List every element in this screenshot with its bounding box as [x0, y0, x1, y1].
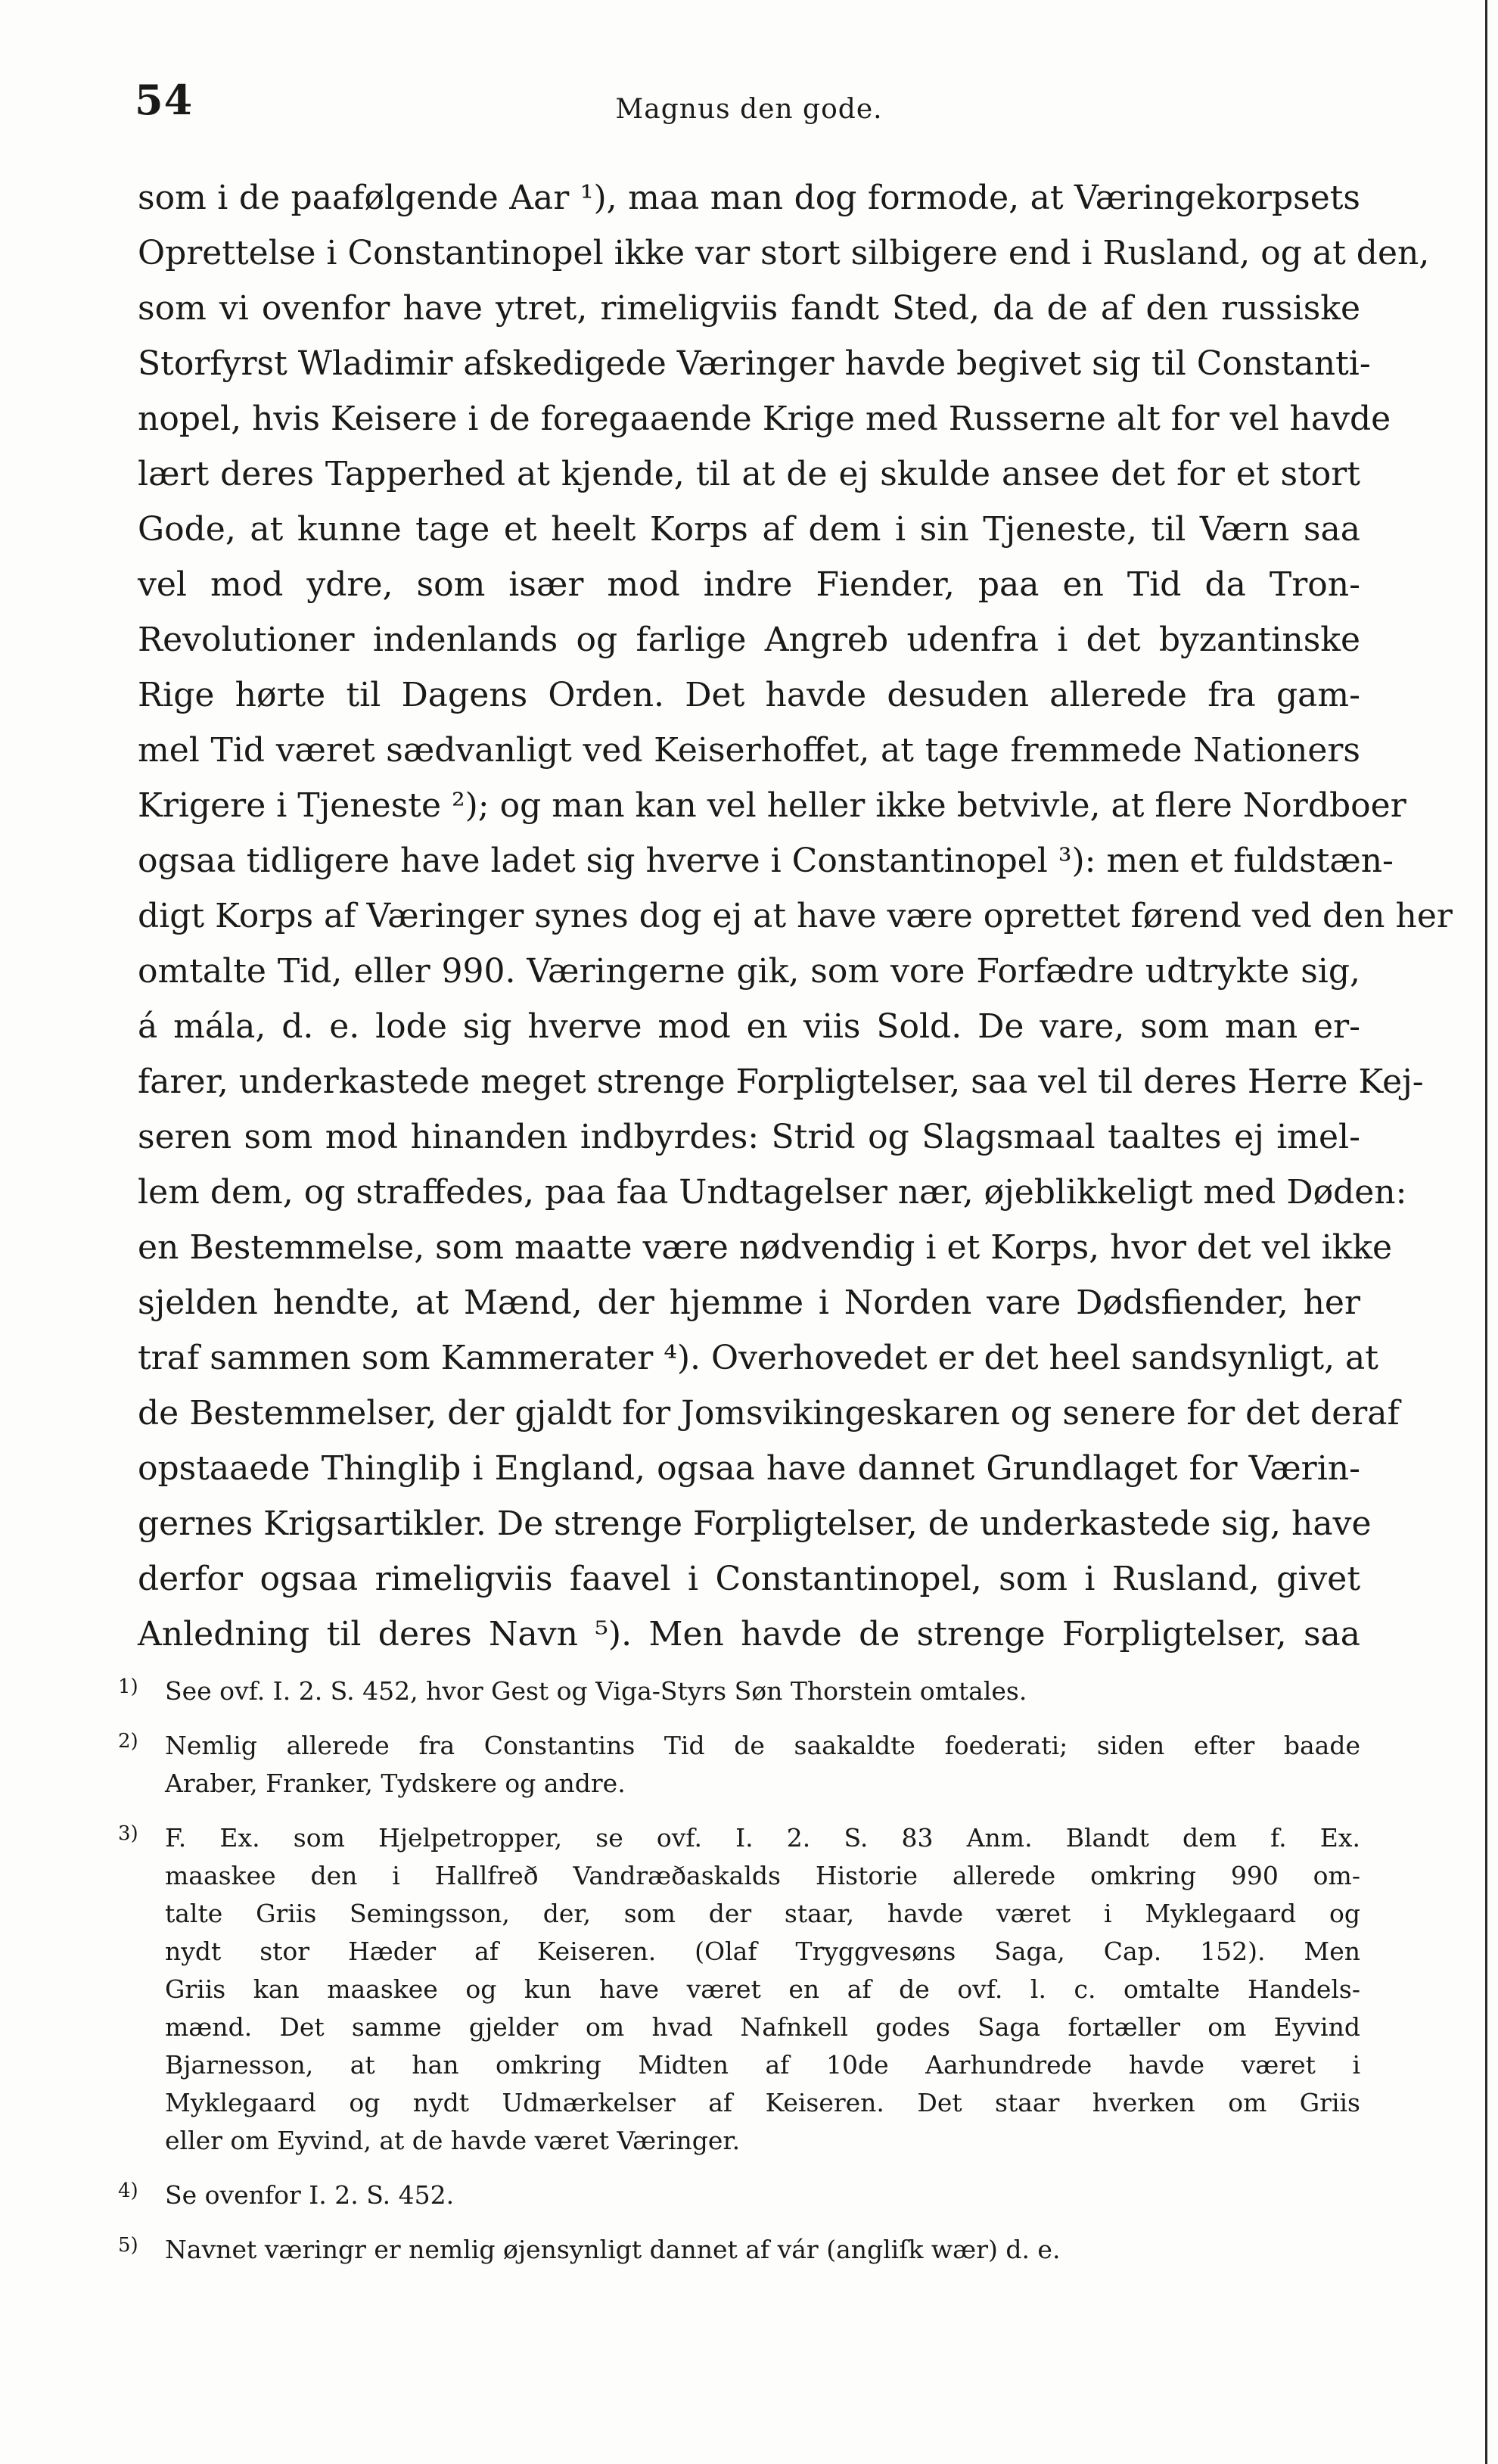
- footnote-marker: 2): [118, 1730, 138, 1753]
- footnote-line: [165, 2122, 1360, 2160]
- body-line: Anledning til deres Navn ⁵). Men havde de strenge Forpligtelser, saa: [138, 1615, 1360, 1654]
- footnote-line: [118, 1672, 1360, 1710]
- footnote-line: [165, 1895, 1360, 1933]
- footnotes: [118, 1672, 1360, 2285]
- body-line: Revolutioner indenlands og farlige Angreb udenfra i det byzantinske: [138, 621, 1360, 659]
- footnote-text: Griis kan maaskee og kun have været en af de ovf. l. c. omtalte Handels-: [165, 1974, 1360, 2004]
- body-line: Oprettelse i Constantinopel ikke var stort silbigere end i Rusland, og at den,: [138, 234, 1430, 272]
- footnote: [118, 1672, 1360, 1710]
- body-line: Krigere i Tjeneste ²); og man kan vel heller ikke betvivle, at flere Nordboer: [138, 786, 1406, 825]
- body-line: Storfyrst Wladimir afskedigede Væringer havde begivet sig til Constanti-: [138, 344, 1371, 383]
- body-line: nopel, hvis Keisere i de foregaaende Krige med Russerne alt for vel havde: [138, 400, 1391, 438]
- body-line: traf sammen som Kammerater ⁴). Overhovedet er det heel sandsynligt, at: [138, 1339, 1378, 1377]
- body-line: omtalte Tid, eller 990. Væringerne gik, som vore Forfædre udtrykte sig,: [138, 952, 1360, 991]
- body-line: lem dem, og straffedes, paa faa Undtagelser nær, øjeblikkeligt med Døden:: [138, 1173, 1407, 1212]
- body-line: Gode, at kunne tage et heelt Korps af dem i sin Tjeneste, til Værn saa: [138, 510, 1360, 549]
- footnote-text: talte Griis Semingsson, der, som der staar, havde været i Myklegaard og: [165, 1899, 1360, 1928]
- footnote-line: [165, 2084, 1360, 2122]
- footnote: [118, 2231, 1360, 2269]
- footnote-text: eller om Eyvind, at de havde været Væringer.: [165, 2126, 741, 2155]
- footnote-marker: 4): [118, 2179, 138, 2202]
- footnote-marker: 3): [118, 1822, 138, 1845]
- footnote-text: See ovf. I. 2. S. 452, hvor Gest og Viga-Styrs Søn Thorstein omtales.: [165, 1676, 1027, 1706]
- body-line: en Bestemmelse, som maatte være nødvendig i et Korps, hvor det vel ikke: [138, 1228, 1393, 1267]
- page-edge-line: [1485, 0, 1487, 2464]
- footnote-line: [165, 1971, 1360, 2008]
- footnote-text: Navnet væringr er nemlig øjensynligt dannet af vár (angliſk wær) d. e.: [165, 2235, 1061, 2264]
- body-line: á mála, d. e. lode sig hverve mod en viis Sold. De vare, som man er-: [138, 1007, 1360, 1046]
- body-line: mel Tid været sædvanligt ved Keiserhoffet, at tage fremmede Nationers: [138, 731, 1360, 770]
- footnote-line: [118, 1727, 1360, 1765]
- footnote-text: Nemlig allerede fra Constantins Tid de saakaldte foederati; siden efter baade: [165, 1731, 1360, 1760]
- body-line: digt Korps af Væringer synes dog ej at have være oprettet førend ved den her: [138, 897, 1453, 935]
- footnote-text: maaskee den i Hallfreð Vandræðaskalds Historie allerede omkring 990 om-: [165, 1861, 1360, 1890]
- page-number: 54: [135, 76, 194, 124]
- footnote-text: Myklegaard og nydt Udmærkelser af Keiseren. Det staar hverken om Griis: [165, 2088, 1360, 2117]
- footnote: [118, 2176, 1360, 2214]
- footnote-text: nydt stor Hæder af Keiseren. (Olaf Tryggvesøns Saga, Cap. 152). Men: [165, 1937, 1360, 1966]
- body-line: som vi ovenfor have ytret, rimeligviis fandt Sted, da de af den russiske: [138, 289, 1360, 328]
- body-line: som i de paafølgende Aar ¹), maa man dog formode, at Væringekorpsets: [138, 179, 1360, 217]
- body-line: opstaaede Thingliþ i England, ogsaa have dannet Grundlaget for Værin-: [138, 1449, 1360, 1488]
- body-line: vel mod ydre, som især mod indre Fiender, paa en Tid da Tron-: [138, 565, 1360, 604]
- body-line: derfor ogsaa rimeligviis faavel i Constantinopel, som i Rusland, givet: [138, 1560, 1360, 1598]
- footnote-text: Bjarnesson, at han omkring Midten af 10de Aarhundrede havde været i: [165, 2050, 1360, 2080]
- footnote-line: [165, 2008, 1360, 2046]
- running-head: Magnus den gode.: [615, 94, 883, 125]
- footnote-line: [165, 1765, 1360, 1803]
- body-line: seren som mod hinanden indbyrdes: Strid og Slagsmaal taaltes ej imel-: [138, 1118, 1360, 1156]
- footnote-marker: 1): [118, 1675, 138, 1698]
- body-line: sjelden hendte, at Mænd, der hjemme i Norden vare Dødsfiender, her: [138, 1283, 1360, 1322]
- footnote-text: Se ovenfor I. 2. S. 452.: [165, 2180, 455, 2210]
- footnote-line: [165, 1933, 1360, 1971]
- body-line: ogsaa tidligere have ladet sig hverve i Constantinopel ³): men et fuldstæn-: [138, 842, 1394, 880]
- footnote-line: [118, 2231, 1360, 2269]
- body-line: gernes Krigsartikler. De strenge Forpligtelser, de underkastede sig, have: [138, 1504, 1372, 1543]
- body-line: Rige hørte til Dagens Orden. Det havde desuden allerede fra gam-: [138, 676, 1360, 714]
- footnote-line: [118, 1819, 1360, 1857]
- body-line: lært deres Tapperhed at kjende, til at de ej skulde ansee det for et stort: [138, 455, 1360, 493]
- footnote-line: [118, 2176, 1360, 2214]
- body-line: farer, underkastede meget strenge Forpligtelser, saa vel til deres Herre Kej-: [138, 1062, 1424, 1101]
- footnote-text: F. Ex. som Hjelpetropper, se ovf. I. 2. S. 83 Anm. Blandt dem f. Ex.: [165, 1823, 1360, 1853]
- footnote-text: Araber, Franker, Tydskere og andre.: [165, 1769, 626, 1798]
- footnote-text: mænd. Det samme gjelder om hvad Nafnkell godes Saga fortæller om Eyvind: [165, 2012, 1360, 2042]
- body-text: [138, 170, 1453, 1662]
- footnote-line: [165, 2046, 1360, 2084]
- footnote: [118, 1727, 1360, 1803]
- footnote-marker: 5): [118, 2234, 138, 2257]
- body-line: de Bestemmelser, der gjaldt for Jomsvikingeskaren og senere for det deraf: [138, 1394, 1400, 1433]
- footnote: [118, 1819, 1360, 2160]
- footnote-line: [165, 1857, 1360, 1895]
